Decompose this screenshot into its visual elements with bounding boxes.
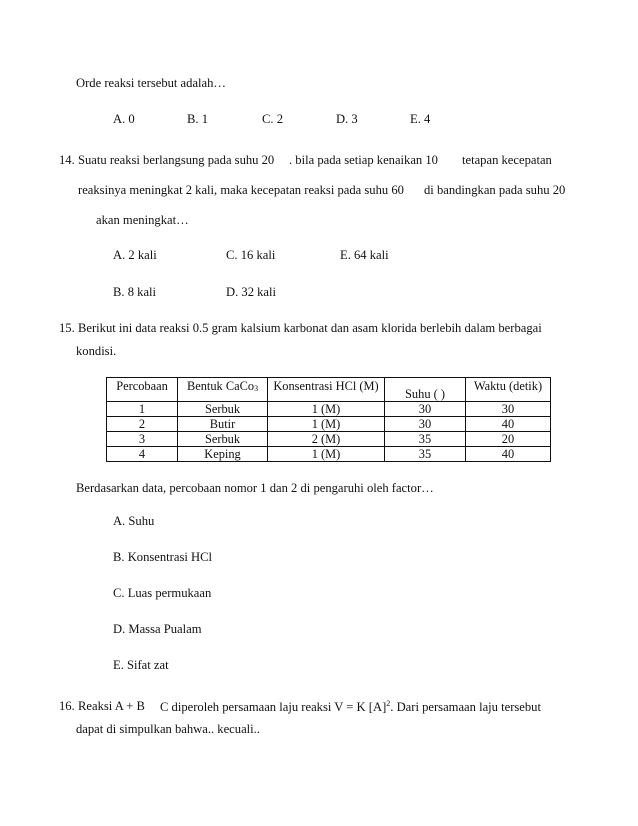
header-bentuk — [178, 378, 268, 402]
table-row — [107, 402, 551, 417]
q14-line1-part1: Suatu reaksi berlangsung pada suhu 20 — [78, 153, 275, 167]
q15-followup: Berdasarkan data, percobaan nomor 1 dan 2 di pengaruhi oleh factor… — [76, 481, 434, 495]
q16-exponent: 2 — [386, 699, 391, 708]
q13-stem: Orde reaksi tersebut adalah… — [76, 76, 227, 90]
q15-option-b: B. Konsentrasi HCl — [113, 550, 212, 564]
q14-line1-part2: . bila pada setiap kenaikan 10 — [289, 153, 438, 167]
cell-percobaan: 1 — [107, 402, 178, 417]
cell-konsentrasi: 2 (M) — [268, 432, 385, 447]
q15-option-c: C. Luas permukaan — [113, 586, 212, 600]
cell-percobaan: 3 — [107, 432, 178, 447]
q13-option-b: B. 1 — [187, 112, 208, 126]
reaction-data-table — [106, 377, 551, 462]
q14-line3: akan meningkat… — [96, 213, 189, 227]
q13-option-a: A. 0 — [113, 112, 135, 126]
q14-option-c: C. 16 kali — [226, 248, 276, 262]
q15-number: 15. — [59, 321, 75, 335]
q14-number: 14. — [59, 153, 75, 167]
q13-option-d: D. 3 — [336, 112, 358, 126]
q14-line2-part1: reaksinya meningkat 2 kali, maka kecepatan reaksi pada suhu 60 — [78, 183, 404, 197]
cell-waktu: 40 — [466, 417, 551, 432]
cell-waktu: 30 — [466, 402, 551, 417]
q16-line1-part2 — [160, 699, 541, 715]
q15-line1: Berikut ini data reaksi 0.5 gram kalsium karbonat dan asam klorida berlebih dalam berbagai — [78, 321, 542, 335]
q16-line1-part1: Reaksi A + B — [78, 699, 145, 713]
table-row — [107, 447, 551, 462]
cell-suhu: 30 — [385, 417, 466, 432]
q14-option-b: B. 8 kali — [113, 285, 157, 299]
q16-line2: dapat di simpulkan bahwa.. kecuali.. — [76, 722, 260, 736]
q14-option-e: E. 64 kali — [340, 248, 389, 262]
q14-line2-part2: di bandingkan pada suhu 20 — [424, 183, 566, 197]
q16-line1-tail: . Dari persamaan laju tersebut — [390, 700, 541, 714]
cell-bentuk: Keping — [178, 447, 268, 462]
cell-waktu: 20 — [466, 432, 551, 447]
q13-option-e: E. 4 — [410, 112, 431, 126]
header-suhu — [385, 378, 466, 402]
table-row — [107, 432, 551, 447]
q15-option-a: A. Suhu — [113, 514, 155, 528]
cell-suhu: 35 — [385, 432, 466, 447]
cell-konsentrasi: 1 (M) — [268, 402, 385, 417]
cell-konsentrasi: 1 (M) — [268, 447, 385, 462]
cell-waktu: 40 — [466, 447, 551, 462]
table-row — [107, 417, 551, 432]
cell-bentuk: Butir — [178, 417, 268, 432]
q15-line2: kondisi. — [76, 344, 117, 358]
table-header-row — [107, 378, 551, 402]
cell-percobaan: 2 — [107, 417, 178, 432]
q14-option-d: D. 32 kali — [226, 285, 277, 299]
header-bentuk-text: Bentuk CaCo — [186, 379, 255, 393]
header-konsentrasi: Konsentrasi HCl (M) — [268, 378, 385, 402]
cell-konsentrasi: 1 (M) — [268, 417, 385, 432]
header-suhu-text: Suhu ( ) — [405, 387, 445, 401]
q15-option-d: D. Massa Pualam — [113, 622, 202, 636]
header-waktu: Waktu (detik) — [466, 378, 551, 402]
cell-suhu: 35 — [385, 447, 466, 462]
cell-bentuk: Serbuk — [178, 402, 268, 417]
header-bentuk-subscript: 3 — [254, 384, 259, 393]
q16-equation-text: C diperoleh persamaan laju reaksi V = K [A] — [160, 700, 387, 714]
q13-option-c: C. 2 — [262, 112, 283, 126]
header-percobaan: Percobaan — [107, 378, 178, 402]
q14-option-a: A. 2 kali — [113, 248, 157, 262]
cell-bentuk: Serbuk — [178, 432, 268, 447]
q15-option-e: E. Sifat zat — [113, 658, 169, 672]
cell-suhu: 30 — [385, 402, 466, 417]
q14-line1-part3: tetapan kecepatan — [462, 153, 552, 167]
cell-percobaan: 4 — [107, 447, 178, 462]
q16-number: 16. — [59, 699, 75, 713]
